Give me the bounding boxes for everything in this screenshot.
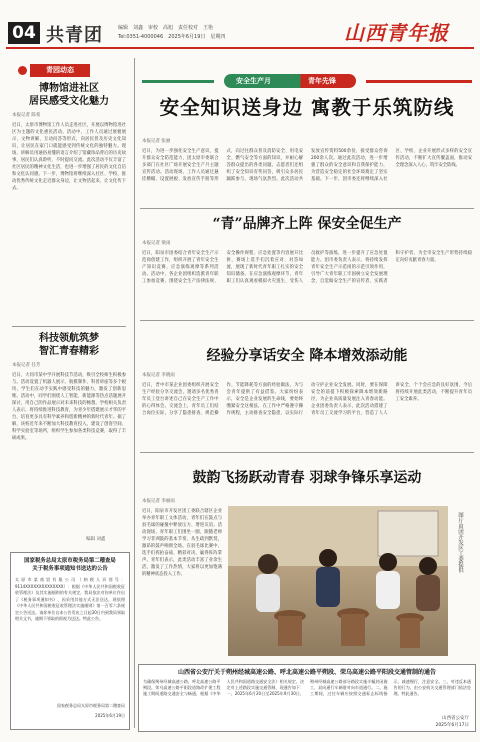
- section-title: 共青团: [46, 25, 103, 46]
- banner-label: 安全生产月: [236, 77, 271, 85]
- banner-accent-red: [366, 80, 472, 83]
- article-3-body: 近日，晋中市某企业团委组织开展安全生产经验分享交流会，邀请多名优秀青年员工登台讲述自己在安全生产工作中的心得体会。交流会上，青年员工们结合岗位实际，分享了隐患排查、规范操作、节能降耗等方面的经验做法，为与会青年提供了有益借鉴。大家纷纷表示，安全是企业发展的生命线，要始终绷紧安全这根弦，在工作中严格遵守操作规程，主动排查安全隐患，以实际行动守护企业安全发展。同时，要在保障安全的前提下积极探索降本增效新路径，为企业高质量发展注入青春动能。企业团委负责人表示，此次活动搭建了青年员工交流学习的平台，营造了人人讲安全、个个会应急的良好氛围，今后将持续开展此类活动，不断提升青年员工安全素养。: [142, 383, 472, 416]
- masthead-rule: [6, 47, 474, 49]
- rule-2: [140, 320, 474, 321]
- article-2-headline: “青”品牌齐上阵 保安全促生产: [212, 216, 402, 232]
- article-main-body: 近日，为进一步强化安全生产意识，提升群众安全防范能力，团太原市委联合多部门在社区广场开展安全生产月主题宣传活动。活动现场，工作人员通过悬挂横幅、设置展板、发放宣传手册等形式，向过往群众普及消防安全、用电安全、燃气安全等方面的知识，并耐心解答群众提出的各类问题。志愿者们还组织了安全知识有奖问答，吸引众多居民踊跃参与，现场气氛热烈。此次活动共发放宣传资料500余份，接受群众咨询200余人次。通过此次活动，进一步增强了群众的安全意识和自我保护能力，为营造安全稳定的社会环境奠定了坚实基础。下一步，团市委还将继续深入社区、学校、企业开展形式多样的安全宣传活动，不断扩大宣传覆盖面，推动安全理念深入人心，筑牢安全防线。: [142, 149, 472, 182]
- notice-bottom-sign-org: 山西省公安厅: [442, 716, 469, 721]
- sidebar-article-1-body: 近日，太原市博物馆工作人员走进社区，开展以博物馆进社区为主题的文化惠民活动。活动中，工作人员通过展板展示、文物讲解、互动问答等形式，向居民普及历史文化知识，让居民在家门口就能感受到传统文化的独特魅力。现场，讲解员用通俗易懂的语言介绍了馆藏珍品背后的历史故事，居民们认真聆听，不时提问交流。此次活动不仅丰富了社区居民的精神文化生活，也进一步增强了居民的文化自信和文化认同感。下一步，博物馆将继续深入社区、学校，推动优秀传统文化走近群众身边，让文物活起来，让文化传下去。: [12, 123, 126, 191]
- main-headline: 安全知识送身边 寓教于乐筑防线: [159, 96, 455, 119]
- banner-accent-green: [142, 80, 214, 83]
- article-4-body: 近日，阳泉市开发区团工委联合辖区企业举办青年职工文体活动，青年们在鼓点与羽毛球的碰撞中释放压力、增进友谊。活动现场，青年职工们围坐一圈，跟随老师学习非洲鼓的基本节奏，从生疏到默契，激昂的鼓声响彻全场。在羽毛球比赛中，选手们挥拍奋战、精彩对决，赢得阵阵掌声。青年们表示，此类活动丰富了业余生活，激发了工作热情，大家将以更加饱满的精神状态投入工作。: [142, 509, 222, 577]
- page-number: 04: [8, 22, 40, 44]
- notice-left-box: [10, 552, 130, 730]
- photo-caption: 图片由团开发区工委提供: [457, 512, 463, 573]
- drum-activity-photo: [228, 506, 448, 656]
- rule-3: [140, 452, 474, 453]
- sidebar-article-2-body: 近日，大同市某中学开展科技节活动，吸引全校师生积极参与。活动设置了机器人展示、航模制作、科普讲座等多个板块，学生们在动手实践中感受科技的魅力，激发了创新思维。活动中，同学们围绕人工智能、新能源等热点话题展开探讨，用自己的作品展示对未来科技的畅想。学校相关负责人表示，将持续推进科技教育，为青少年搭建展示才华的平台，培育更多具有科学素养和创新精神的新时代青年。据了解，该校近年来不断加大科技教育投入，建设了创客空间、科学实验室等场所，组织学生参加各类科技竞赛，取得了丰硕成果。: [12, 373, 126, 441]
- notice-left-sign-date: 2025年6月19日: [95, 713, 125, 718]
- article-3-headline: 经验分享话安全 降本增效添动能: [206, 348, 408, 364]
- contact-date: Tel:0351-4000046 2025年6月19日 星期四: [118, 34, 226, 40]
- editor-credits: 编辑 刘鑫 审校 高旭 责任校对 王艳: [118, 25, 214, 31]
- article-4-byline: 本报记者 李丽雨: [142, 499, 175, 504]
- sidebar-article-1-byline: 本报记者 陈希: [12, 113, 41, 118]
- photo-illustration: [228, 506, 448, 656]
- sidebar: [8, 58, 130, 546]
- banner-tag: [224, 74, 356, 88]
- notice-left-title: 国家税务总局太原市税务局第二稽查局 关于税务事项通知书送达的公告: [24, 558, 116, 572]
- column-divider: [134, 58, 135, 728]
- masthead: [0, 0, 480, 52]
- rule-1: [140, 208, 474, 209]
- notice-left-body: 太原市某商贸有限公司（纳税人识别号：9114XXXXXXXXXXXXXX）：根据《中华人民共和国税收征收管理法》及其实施细则的有关规定，我局依法对你单位作出了《税务事项通知书》，因采用其他方式无法送达，现依照《中华人民共和国税收征收管理法实施细则》第一百零六条规定公告送达。请你单位自本公告发布之日起30日内到我局领取相关文书，逾期不领取的即视为送达。特此公告。: [15, 577, 125, 621]
- notice-bottom-body: 为确保朔州经城高速公路、呼北高速公路平朔段、荣乌高速公路平阳段道路改扩建工程施工期间道路交通安全与畅通，根据《中华人民共和国道路交通安全法》相关规定，决定对上述路段实施交通管制，现通告如下：一、2025年6月20日至2025年9月30日，朔州经城高速公路部分路段实施半幅封闭施工，双向通行车辆借对向车道通行。二、施工期间，过往车辆应按照交通标志标线指示，减速慢行，注意安全。三、对违反本通告的行为，由公安机关交通管理部门依法处理。特此通告。: [143, 679, 471, 696]
- newspaper-logo: 山西青年报: [344, 21, 449, 45]
- article-4-headline: 鼓韵飞扬跃动青春 羽球争锋乐享运动: [192, 470, 422, 486]
- column-tag-label: 青园动态: [30, 64, 90, 77]
- article-2-body: 近日，阳泉市团委结合青年安全生产示范岗创建工作，组织开展了青年安全生产知识竞赛、应急演练观摩等系列活动。活动中，各企业团组织选派青年职工参加竞赛，围绕安全生产法律法规、安全操作规程、应急处置等内容展开比拼，赛场上选手们沉着应对、对答如流，展现了新时代青年职工扎实的安全知识储备。在应急演练观摩环节，青年职工们认真观看模拟火灾逃生、受伤人员救护等演练，进一步提升了应急处置能力。团市委负责人表示，将持续发挥青年安全生产示范岗的示范引领作用，引导广大青年职工牢固树立安全发展理念，自觉做安全生产的宣传者、实践者和守护者，为全市安全生产形势持续稳定向好贡献青春力量。: [142, 251, 472, 284]
- column-tag-icon: [18, 66, 27, 75]
- notice-bottom-box: [138, 664, 476, 732]
- article-2-byline: 本报记者 梁雨: [142, 241, 171, 246]
- notice-bottom-sign-date: 2025年6月17日: [435, 723, 469, 728]
- sidebar-divider: [12, 326, 126, 327]
- article-main-byline: 本报记者 张丽: [142, 139, 171, 144]
- notice-bottom-title: 山西省公安厅关于朔州经城高速公路、呼北高速公路平朔段、荣乌高速公路平阳段交通管制的通告: [177, 669, 436, 676]
- sidebar-article-1-title: 博物馆进社区 居民感受文化魅力: [29, 83, 109, 107]
- notice-left-sign-org: 国家税务总局太原市税务局第二稽查局: [57, 703, 125, 708]
- article-3-byline: 本报记者 李晓雨: [142, 373, 175, 378]
- sidebar-editor-note: 编辑 刘鑫: [86, 537, 106, 542]
- banner-sublabel: 青年先锋: [308, 77, 336, 85]
- sidebar-article-2-title: 科技领航筑梦 智汇青春精彩: [39, 333, 99, 357]
- sidebar-article-2-byline: 本报记者 任芳: [12, 363, 41, 368]
